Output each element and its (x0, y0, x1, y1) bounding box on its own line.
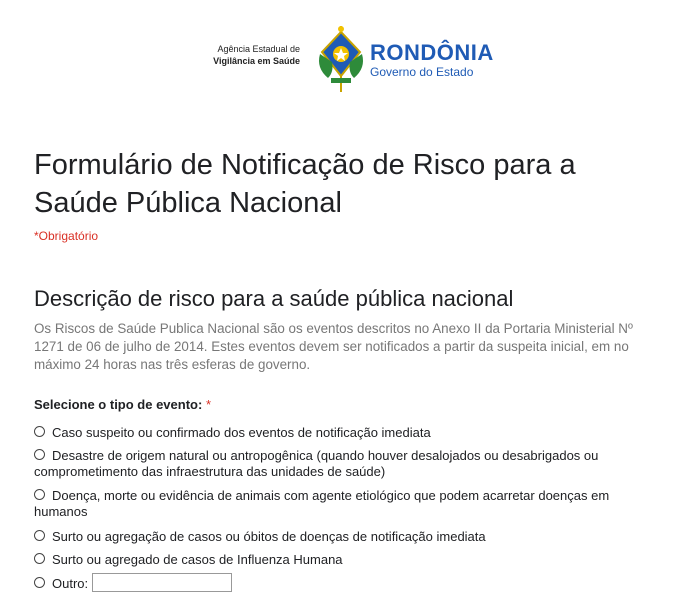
required-note: *Obrigatório (34, 229, 99, 243)
other-label: Outro: (52, 576, 89, 591)
radio-button[interactable] (34, 489, 45, 500)
event-option-2[interactable] (34, 448, 634, 480)
radio-button[interactable] (34, 530, 45, 541)
section-description: Os Riscos de Saúde Publica Nacional são os eventos descritos no Anexo II da Portaria Ministerial Nº 1271 de 06 de julho de 2014. Estes eventos devem ser notificados a partir da suspeita inicial, em no máximo 24 horas nas três esferas de governo. (34, 321, 633, 372)
event-option-4[interactable] (34, 529, 634, 545)
question-label (34, 397, 211, 412)
brand-name: RONDÔNIA (370, 40, 494, 65)
event-option-5[interactable] (34, 552, 634, 568)
option-label: Caso suspeito ou confirmado dos eventos de notificação imediata (52, 425, 431, 440)
option-label: Doença, morte ou evidência de animais com agente etiológico que podem acarretar doenças em humanos (34, 488, 610, 519)
page-header (0, 0, 688, 110)
section-title: Descrição de risco para a saúde pública nacional (34, 286, 514, 311)
brand-logo (370, 42, 494, 79)
state-crest-icon (314, 24, 368, 94)
option-label: Surto ou agregação de casos ou óbitos de doenças de notificação imediata (52, 529, 486, 544)
event-option-1[interactable] (34, 425, 634, 441)
radio-button[interactable] (34, 577, 45, 588)
agency-name (180, 43, 300, 67)
other-text-input[interactable] (92, 573, 232, 592)
radio-button[interactable] (34, 449, 45, 460)
required-star: * (205, 397, 211, 412)
form-title: Formulário de Notificação de Risco para a Saúde Pública Nacional (34, 149, 576, 219)
option-label: Surto ou agregado de casos de Influenza Humana (52, 552, 343, 567)
radio-button[interactable] (34, 426, 45, 437)
brand-subtitle: Governo do Estado (370, 65, 474, 79)
event-option-3[interactable] (34, 488, 634, 520)
agency-line-1: Agência Estadual de (217, 44, 300, 54)
agency-line-2: Vigilância em Saúde (213, 56, 300, 66)
option-label: Desastre de origem natural ou antropogênica (quando houver desalojados ou desabrigados ou comprometimento das infraestrutura das unidades de saúde) (34, 448, 599, 479)
question-label-text: Selecione o tipo de evento: (34, 397, 203, 412)
radio-button[interactable] (34, 553, 45, 564)
